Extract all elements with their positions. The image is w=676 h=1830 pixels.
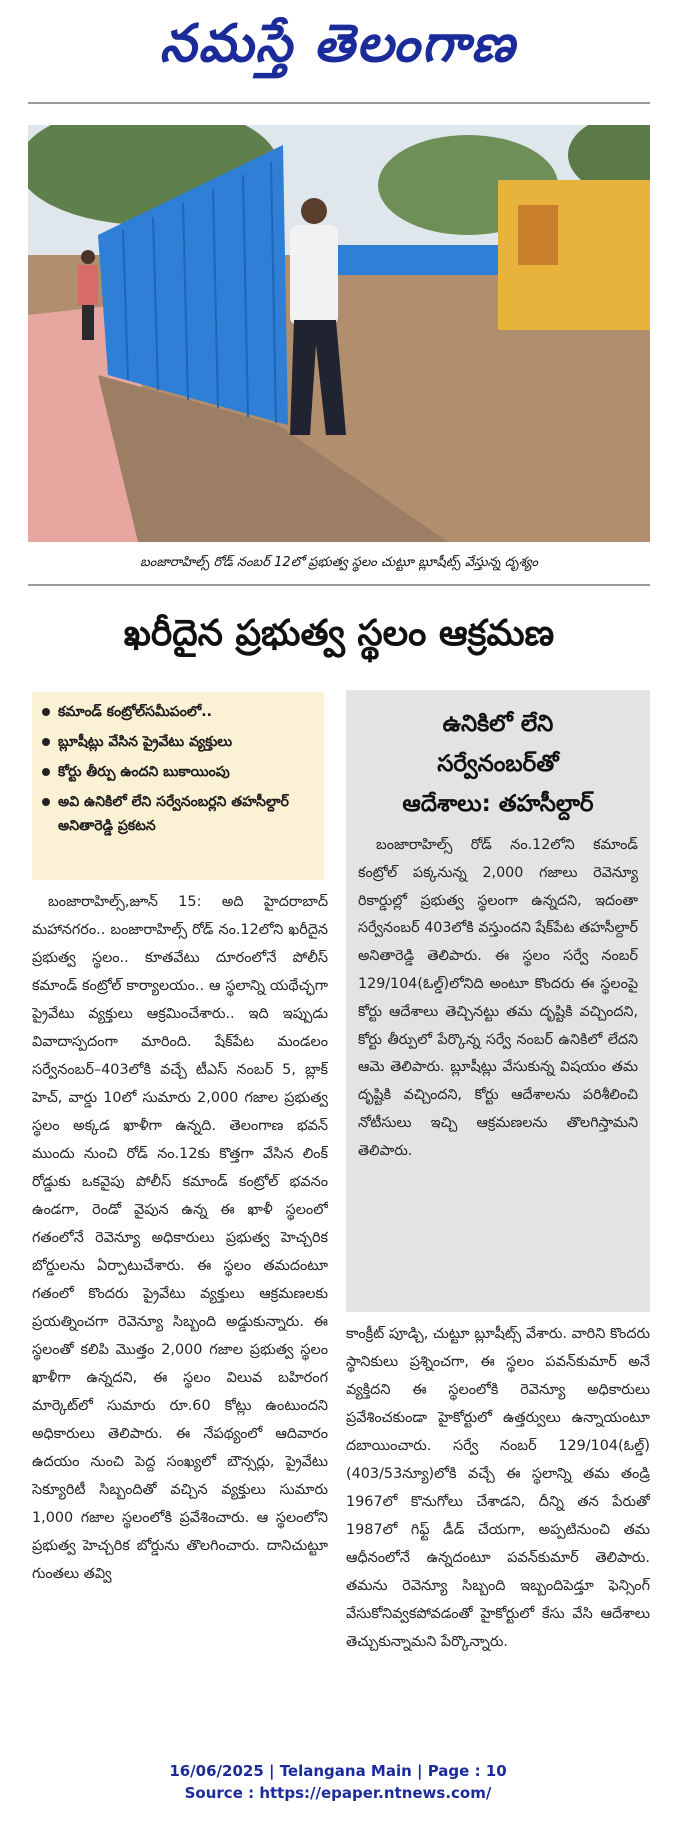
footer-edition-info: 16/06/2025 | Telangana Main | Page : 10 [169,1762,507,1780]
bullet-icon [42,738,50,746]
bullet-icon [42,708,50,716]
footer-source-link[interactable]: Source : https://epaper.ntnews.com/ [184,1784,492,1802]
bullet-icon [42,798,50,806]
bullet-icon [42,768,50,776]
highlight-item: కోర్టు తీర్పు ఉందని బుకాయింపు [42,760,314,784]
highlight-item: అవి ఉనికిలో లేని సర్వేనంబర్లని తహసీల్దార్ అనితారెడ్డి ప్రకటన [42,790,314,838]
sidebar-body: బంజారాహిల్స్ రోడ్ నం.12లోని కమాండ్ కంట్రోల్ పక్కనున్న 2,000 గజాలు రెవెన్యూ రికార్డుల్లో ప్రభుత్వ స్థలంగా ఉన్నదని, ఇదంతా సర్వేనంబర్ 403లోకి వస్తుందని షేక్‌పేట తహసీల్దార్ అనితారెడ్డి తెలిపారు. ఈ స్థలం సర్వే నంబర్ 129/104(ఓల్డ్)లోనిది అంటూ కొందరు ఈ స్థలంపై కోర్టు ఆదేశాలు తెచ్చినట్టు తమ దృష్టికి వచ్చిందని, కోర్టు తీర్పులో పేర్కొన్న సర్వే నంబర్ ఉనికిలో లేదని ఆమె తెలిపారు. బ్లూషీట్లు వేసుకున్న విషయం తమ దృష్టికి వచ్చిందని, కోర్టు ఆదేశాలను పరిశీలించి నోటీసులు ఇచ్చి ఆక్రమణలను తొలగిస్తామని తెలిపారు. [358,837,638,1159]
main-headline: ఖరీదైన ప్రభుత్వ స్థలం ఆక్రమణ [123,613,555,654]
caption-divider [28,584,650,586]
newspaper-title: నమస్తే తెలంగాణ [159,13,517,74]
highlight-item: కమాండ్ కంట్రోల్‌సమీపంలో.. [42,700,314,724]
news-photo [28,125,650,542]
highlight-item: బ్లూషీట్లు వేసిన ప్రైవేటు వ్యక్తులు [42,730,314,754]
page-footer [0,1760,676,1804]
article-column-right: కాంక్రీట్ పూడ్చి, చుట్టూ బ్లూషీట్స్ వేశారు. వారిని కొందరు స్థానికులు ప్రశ్నించగా, ఈ స్థలం పవన్‌కుమార్ అనే వ్యక్తిదని ఈ స్థలంలోకి రెవెన్యూ అధికారులు ప్రవేశించకుండా హైకోర్టులో ఉత్తర్వులు ఉన్నాయంటూ దబాయించారు. సర్వే నంబర్ 129/104(ఓల్డ్)(403/53న్యూ)లోకి వచ్చే ఈ స్థలాన్ని తమ తండ్రి 1967లో కొనుగోలు చేశాడని, దీన్ని తన పేరుతో 1987లో గిఫ్ట్ డీడ్ చేయగా, అప్పటినుంచి తమ ఆధీనంలోనే ఉన్నదంటూ పవన్‌కుమార్ తెలిపారు. తమను రెవెన్యూ సిబ్బంది ఇబ్బందిపెడ్తూ ఫెన్సింగ్ వేసుకోనివ్వకపోవడంతో హైకోర్టులో కేసు వేసి ఆదేశాలు తెచ్చుకున్నామని పేర్కొన్నారు. [346,1326,650,1650]
article-column-left: బంజారాహిల్స్,జూన్ 15: అది హైదరాబాద్ మహానగరం.. బంజారాహిల్స్ రోడ్ నం.12లోని ఖరీదైన ప్రభుత్వ స్థలం.. కూతవేటు దూరంలోనే పోలీస్ కమాండ్ కంట్రోల్ కార్యాలయం.. ఆ స్థలాన్ని యథేచ్ఛగా ప్రైవేటు వ్యక్తులు ఆక్రమించేశారు.. ఇది ఇప్పుడు వివాదాస్పదంగా మారింది. షేక్‌పేట మండలం సర్వేనంబర్–403లోకి వచ్చే టీఎస్ నంబర్ 5, బ్లాక్ హెచ్, వార్డు 10లో సుమారు 2,000 గజాల ప్రభుత్వ స్థలం అక్కడ ఖాళీగా ఉన్నది. తెలంగాణ భవన్ ముందు నుంచి రోడ్ నం.12కు కొత్తగా వేసిన లింక్ రోడ్డుకు ఒకవైపు పోలీస్ కమాండ్ కంట్రోల్ భవనం ఉండగా, రెండో వైపున ఉన్న ఈ ఖాళీ స్థలంలో గతంలోనే రెవెన్యూ అధికారులు ప్రభుత్వ హెచ్చరిక బోర్డులను ఏర్పాటుచేశారు. ఈ స్థలం తమదంటూ గతంలో కొందరు ప్రైవేటు వ్యక్తులు ఆక్రమణలకు ప్రయత్నించగా రెవెన్యూ సిబ్బంది అడ్డుకున్నారు. ఈ స్థలంతో కలిపి మొత్తం 2,000 గజాల ప్రభుత్వ స్థలం ఖాళీగా ఉన్నదని, ఈ స్థలం విలువ బహిరంగ మార్కెట్‌లో సుమారు రూ.60 కోట్లు ఉంటుందని అధికారులు తెలిపారు. ఈ నేపథ్యంలో ఆదివారం ఉదయం నుంచి పెద్ద సంఖ్యలో బౌన్సర్లు, ప్రైవేటు సెక్యూరిటీ సిబ్బందితో వచ్చిన వ్యక్తులు సుమారు 1,000 గజాల స్థలంలోకి ప్రవేశించారు. ఆ స్థలంలోని ప్రభుత్వ హెచ్చరిక బోర్డును తొలగించారు. దానిచుట్టూ గుంతలు తవ్వి [32,894,328,1582]
photo-caption: బంజారాహిల్స్ రోడ్ నంబర్ 12లో ప్రభుత్వ స్థలం చుట్టూ బ్లూషీట్స్ వేస్తున్న దృశ్యం [139,555,538,570]
news-photo-illustration [28,125,650,542]
masthead-divider [28,102,650,104]
masthead [0,0,676,100]
highlights-box [32,692,324,880]
sidebar-headline: ఉనికిలో లేని సర్వేనంబర్‌తో ఆదేశాలు: తహసీల్దార్ [402,711,594,817]
sidebar-story [346,690,650,1312]
